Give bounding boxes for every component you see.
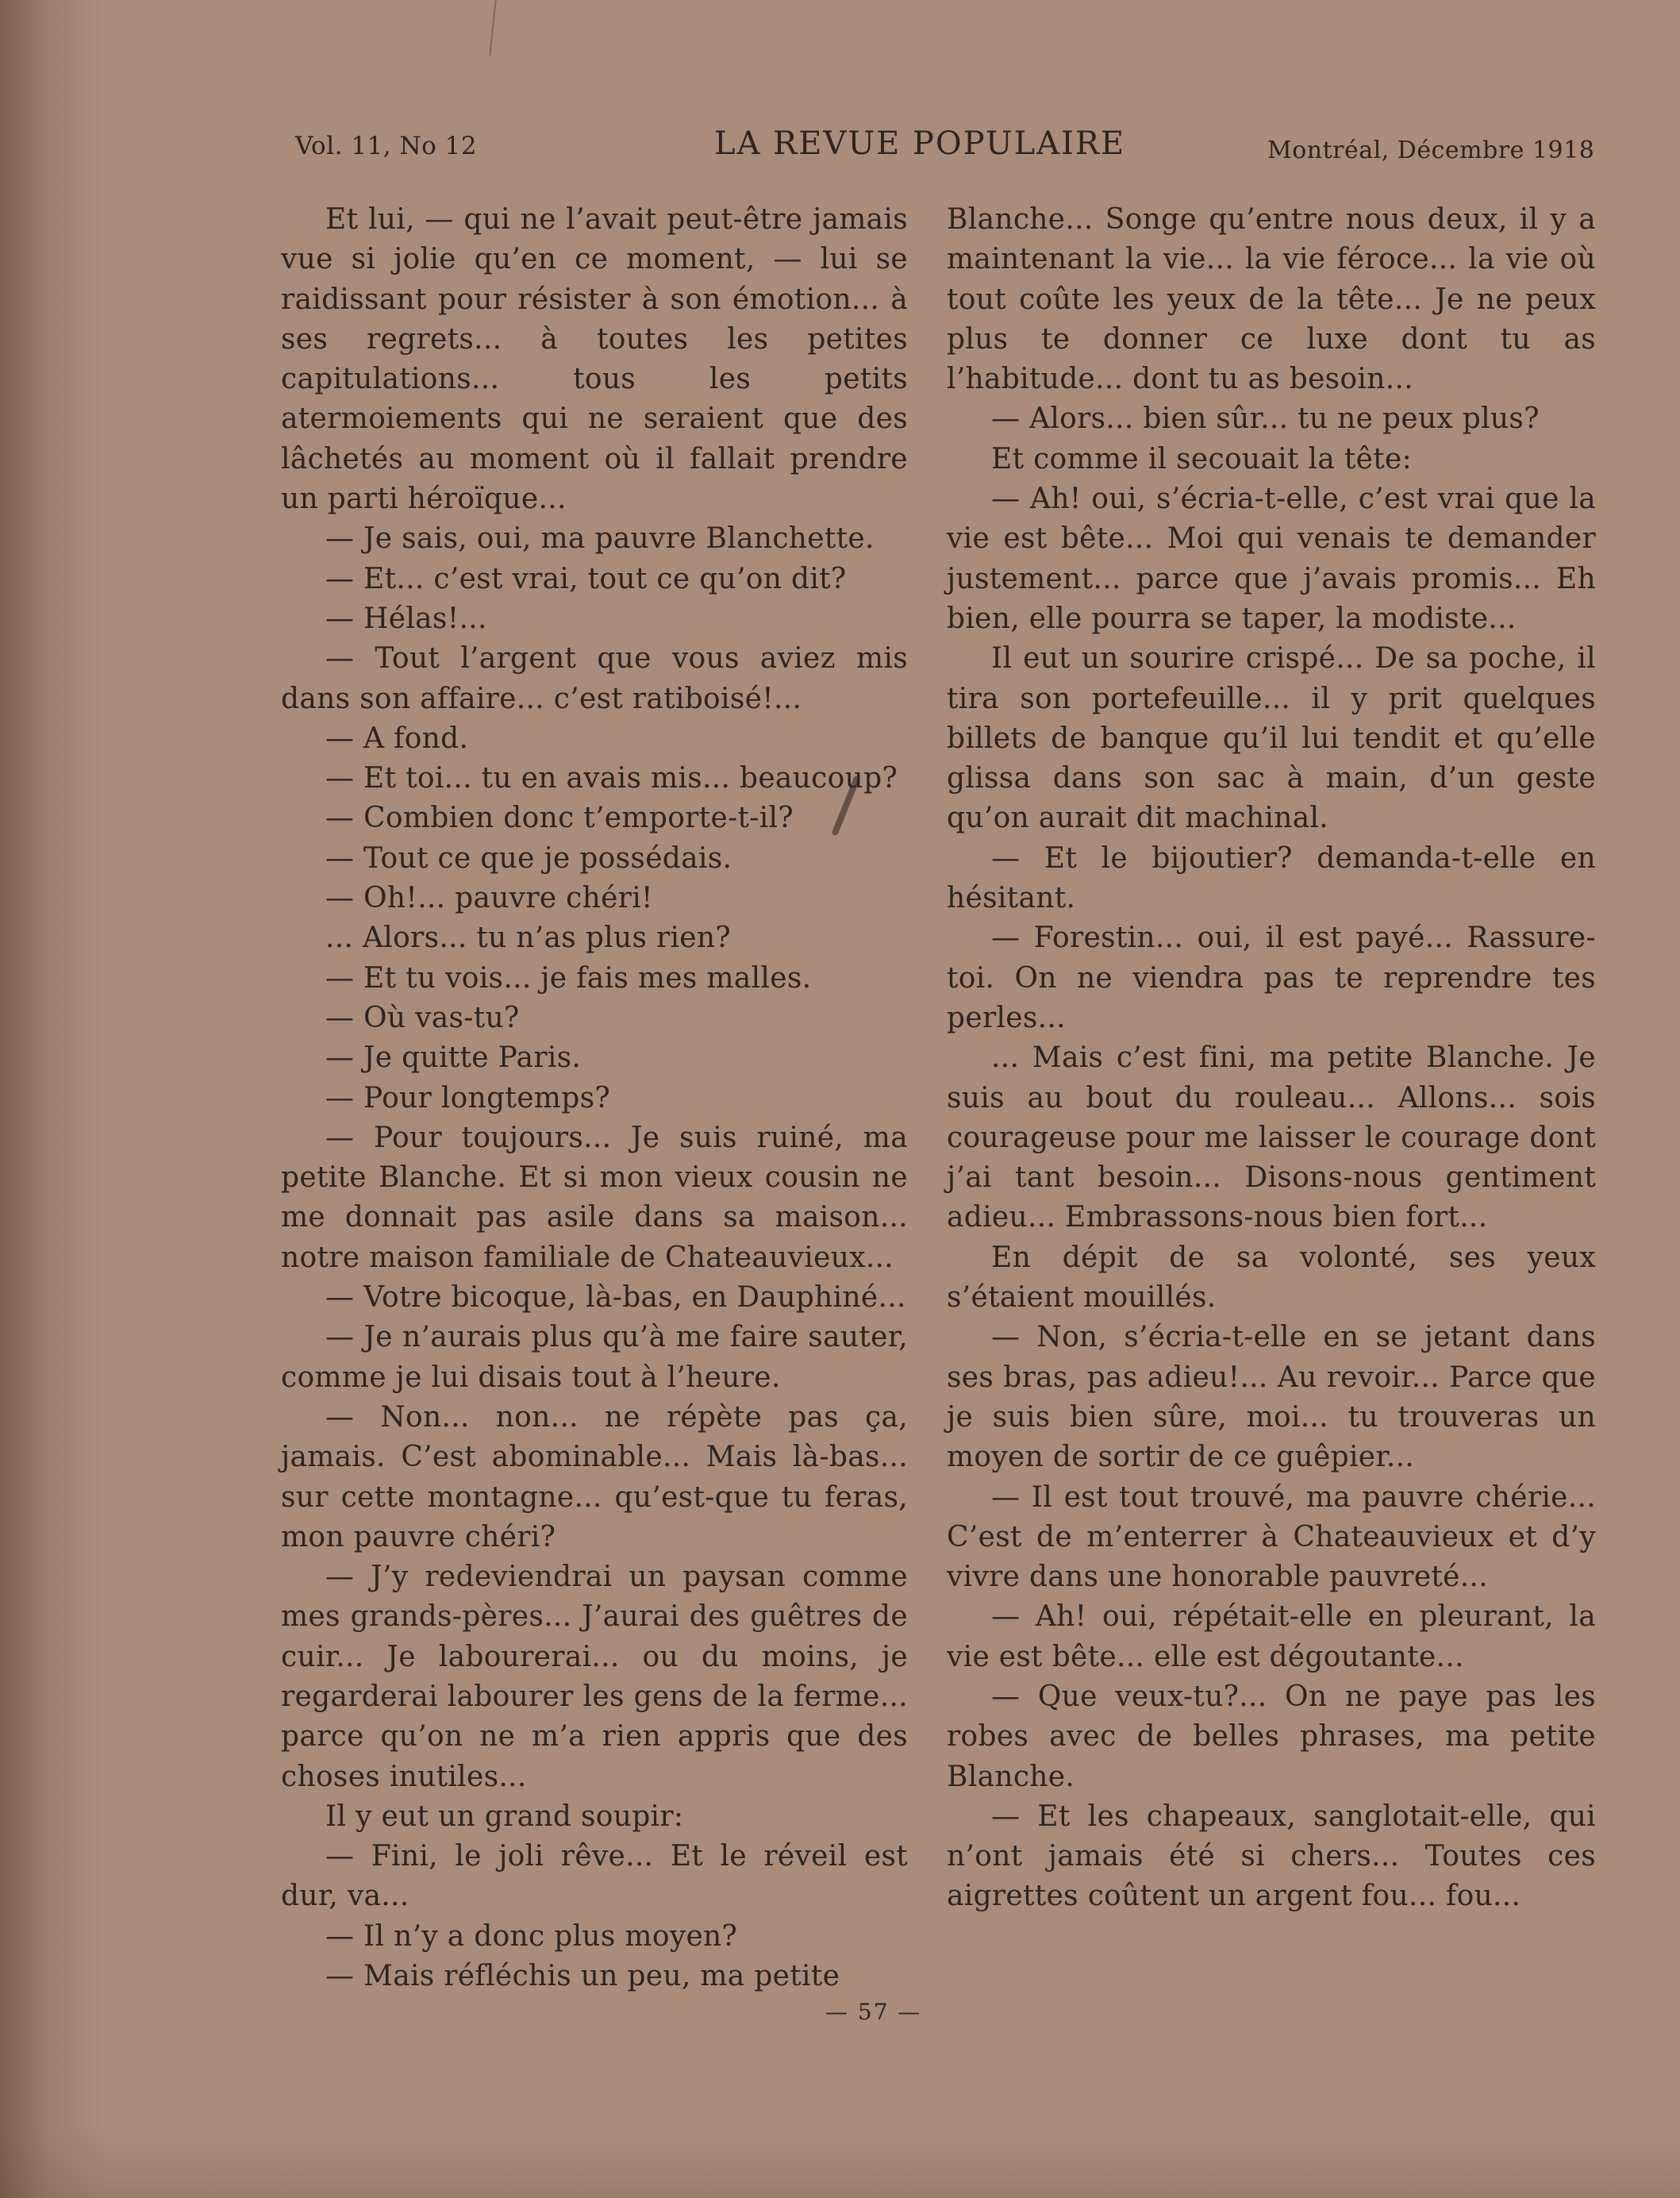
paragraph: — Où vas-tu? [325, 1001, 520, 1034]
paragraph: Il eut un sourire crispé... De sa poche, il tira son portefeuille... il y prit quelques billets de banque qu’il lui tendit et qu’elle glissa dans son sac à main, d’un geste qu’on aurait dit machinal. [947, 642, 1596, 835]
left-text-column [281, 200, 908, 1996]
paragraph: — Et tu vois... je fais mes malles. [325, 961, 812, 995]
paragraph: — Mais réfléchis un peu, ma petite [325, 1960, 840, 1993]
paragraph: ... Alors... tu n’as plus rien? [325, 922, 731, 955]
paragraph: — Pour longtemps? [325, 1081, 610, 1114]
paragraph: — Je n’aurais plus qu’à me faire sauter, comme je lui disais tout à l’heure. [281, 1321, 908, 1394]
paragraph: — Votre bicoque, là-bas, en Dauphiné... [325, 1281, 906, 1315]
page-number: — 57 — [825, 1999, 922, 2025]
paragraph: — Forestin... oui, il est payé... Rassure-toi. On ne viendra pas te reprendre tes perles... [947, 922, 1596, 1034]
paragraph: Et comme il secouait la tête: [991, 442, 1412, 475]
paragraph: — Et le bijoutier? demanda-t-elle en hésitant. [947, 841, 1596, 915]
paragraph: — A fond. [325, 722, 469, 755]
paper-crease [489, 0, 496, 56]
paragraph: Il y eut un grand soupir: [325, 1800, 684, 1833]
issue-date: Montréal, Décembre 1918 [1267, 137, 1595, 164]
paragraph: — Tout l’argent que vous aviez mis dans son affaire... c’est ratiboisé!... [281, 642, 908, 715]
paragraph: — Non... non... ne répète pas ça, jamais. C’est abominable... Mais là-bas... sur cette montagne... qu’est-que tu feras, mon pauvre chéri? [281, 1400, 908, 1553]
paragraph: — Tout ce que je possédais. [325, 841, 732, 875]
paragraph: — Oh!... pauvre chéri! [325, 882, 653, 915]
paragraph: — Il est tout trouvé, ma pauvre chérie... C’est de m’enterrer à Chateauvieux et d’y vivre dans une honorable pauvreté... [947, 1480, 1596, 1594]
paragraph: — Hélas!... [325, 602, 487, 635]
paragraph: — Et toi... tu en avais mis... beaucoup? [325, 762, 898, 795]
paragraph: — Que veux-tu?... On ne paye pas les robes avec de belles phrases, ma petite Blanche. [947, 1680, 1596, 1793]
paragraph: — Je quitte Paris. [325, 1041, 582, 1075]
paragraph: — Et... c’est vrai, tout ce qu’on dit? [325, 562, 847, 595]
paragraph: — Je sais, oui, ma pauvre Blanchette. [325, 522, 875, 556]
paragraph: — Ah! oui, répétait-elle en pleurant, la vie est bête... elle est dégoutante... [947, 1600, 1596, 1673]
paragraph: En dépit de sa volonté, ses yeux s’étaient mouillés. [947, 1241, 1596, 1315]
paragraph: — Ah! oui, s’écria-t-elle, c’est vrai que la vie est bête... Moi qui venais te demander justement... parce que j’avais promis... Eh bien, elle pourra se taper, la modiste... [947, 483, 1596, 635]
running-header [295, 125, 1605, 173]
paragraph: — Et les chapeaux, sanglotait-elle, qui n’ont jamais été si chers... Toutes ces aigrettes coûtent un argent fou... fou... [947, 1800, 1596, 1913]
paragraph: — J’y redeviendrai un paysan comme mes grands-pères... J’aurai des guêtres de cuir... Je labourerai... ou du moins, je regarderai labourer les gens de la ferme... parce qu’on ne m’a rien appris que des choses inutiles... [281, 1561, 908, 1793]
volume-number: Vol. 11, No 12 [295, 132, 478, 160]
paragraph: — Non, s’écria-t-elle en se jetant dans ses bras, pas adieu!... Au revoir... Parce que je suis bien sûre, moi... tu trouveras un moyen de sortir de ce guêpier... [947, 1321, 1596, 1474]
paragraph: — Il n’y a donc plus moyen? [325, 1919, 738, 1953]
right-text-column [947, 200, 1596, 1917]
paragraph: — Combien donc t’emporte-t-il? [325, 802, 794, 835]
paragraph: Et lui, — qui ne l’avait peut-être jamais vue si jolie qu’en ce moment, — lui se raidissant pour résister à son émotion... à ses regrets... à toutes les petites capitulations... tous les petits atermoiements qui ne seraient que des lâchetés au moment où il fallait prendre un parti héroïque... [281, 203, 908, 516]
paragraph: — Pour toujours... Je suis ruiné, ma petite Blanche. Et si mon vieux cousin ne me donnait pas asile dans sa maison... notre maison familiale de Chateauvieux... [281, 1121, 908, 1274]
paragraph: Blanche... Songe qu’entre nous deux, il y a maintenant la vie... la vie féroce... la vie où tout coûte les yeux de la tête... Je ne peux plus te donner ce luxe dont tu as l’habitude... dont tu as besoin... [947, 203, 1596, 396]
paragraph: ... Mais c’est fini, ma petite Blanche. Je suis au bout du rouleau... Allons... sois courageuse pour me laisser le courage dont j’ai tant besoin... Disons-nous gentiment adieu... Embrassons-nous bien fort... [947, 1041, 1596, 1234]
paragraph: — Alors... bien sûr... tu ne peux plus? [991, 402, 1540, 436]
paragraph: — Fini, le joli rêve... Et le réveil est dur, va... [281, 1840, 908, 1913]
publication-title: LA REVUE POPULAIRE [714, 125, 1126, 162]
